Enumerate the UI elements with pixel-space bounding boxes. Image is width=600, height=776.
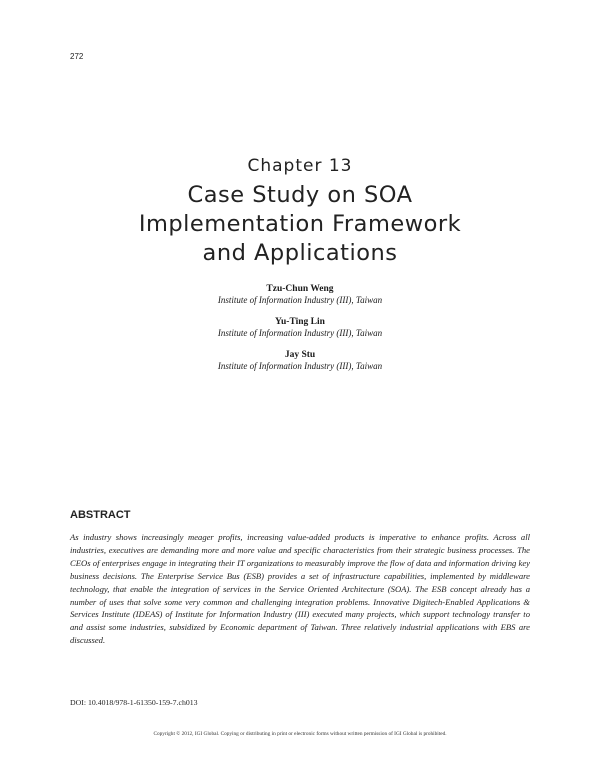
author-name: Yu-Ting Lin [275, 317, 325, 327]
author-affiliation: Institute of Information Industry (III), Taiwan [217, 328, 383, 338]
abstract-heading: ABSTRACT [70, 509, 131, 521]
chapter-title-line: Case Study on SOA [187, 182, 413, 208]
chapter-title-line: Implementation Framework [138, 211, 462, 237]
author-block [0, 283, 600, 306]
copyright-footer: Copyright © 2012, IGI Global. Copying or distributing in print or electronic forms without written permission of IGI Global is prohibited. [153, 731, 447, 737]
chapter-title-line: and Applications [202, 240, 398, 266]
author-block [0, 316, 600, 339]
author-affiliation: Institute of Information Industry (III), Taiwan [217, 295, 383, 305]
page-number: 272 [70, 52, 84, 61]
author-name: Jay Stu [284, 350, 316, 360]
doi-line: DOI: 10.4018/978-1-61350-159-7.ch013 [70, 698, 198, 707]
author-list [0, 283, 600, 382]
chapter-label: Chapter 13 [247, 156, 353, 176]
abstract-body: As industry shows increasingly meager profits, increasing value-added products is imperative to enhance profits. Across all industries, executives are demanding more and more value and specific characteristics from their strategic business processes. The CEOs of enterprises engage in integrating their IT organizations to measurably improve the flow of data and information driving key business decisions. The Enterprise Service Bus (ESB) provides a set of infrastructure capabilities, implemented by middleware technology, that enable the integration of services in the Service Oriented Architecture (SOA). The ESB concept already has a number of uses that solve some very common and challenging integration problems. Innovative Digitech-Enabled Applications & Services Institute (IDEAS) of Institute for Information Industry (III) executed many projects, which support technology transfer to and assist some industries, subsidized by Economic department of Taiwan. Three relatively industrial applications with EBS are discussed. [70, 532, 530, 646]
author-name: Tzu-Chun Weng [266, 284, 334, 294]
author-affiliation: Institute of Information Industry (III), Taiwan [217, 361, 383, 371]
author-block [0, 349, 600, 372]
chapter-title [60, 181, 540, 268]
